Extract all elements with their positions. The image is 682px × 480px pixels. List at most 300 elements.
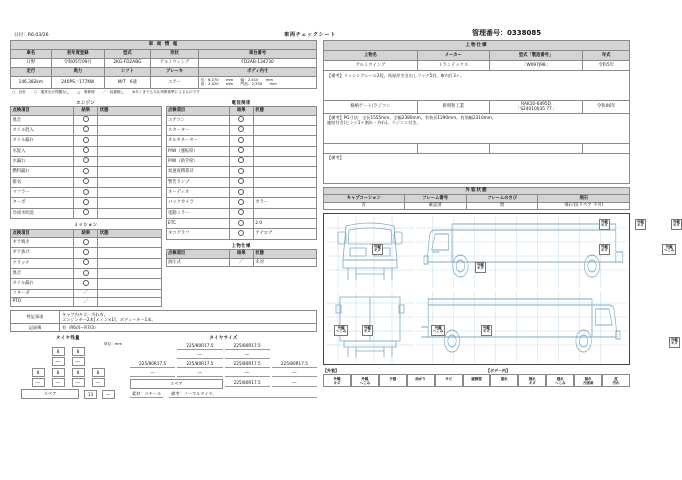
legend-body-label: 【ボデー内】 (485, 368, 510, 374)
tire-residual-cell[interactable]: ― (52, 357, 65, 366)
th-upper-model: 型式「製造番号」 (489, 51, 583, 61)
checklist-item: P/W（運転席） (166, 146, 229, 156)
th-shape: 形状 (150, 50, 198, 59)
checklist-result[interactable]: ／ (229, 258, 253, 266)
tire-size-cell[interactable] (272, 351, 317, 358)
th-result: 結果 (229, 107, 253, 115)
upper-body-maker (417, 143, 489, 153)
vehicle-info-title: 車 両 情 報 (11, 41, 317, 50)
tire-residual-cell[interactable]: 8 (72, 347, 85, 356)
checklist-result[interactable] (74, 125, 98, 135)
tire-size-cell[interactable]: ― (225, 369, 270, 377)
td-power: 240PS／177KW (51, 77, 104, 89)
upper-spec-table (166, 249, 318, 267)
special-notes-label: 特記事項 (11, 310, 60, 324)
checklist-result[interactable] (229, 229, 253, 239)
checklist-result[interactable] (74, 198, 98, 208)
upper-body-name: 格納ゲート/ラジコン (324, 101, 418, 114)
circle-ok-icon (238, 220, 244, 226)
th-upper-name: 上物名 (324, 51, 418, 61)
upper-body-year: 令和5年 (583, 61, 630, 71)
checklist-result[interactable] (74, 238, 98, 248)
tire-residual-cell[interactable]: 8 (32, 368, 45, 377)
checklist-result[interactable] (74, 188, 98, 198)
checklist-row (166, 146, 317, 156)
checklist-item: ギア鳴き (11, 238, 74, 248)
td-model-code: 2KG-FD2ABG (104, 59, 150, 68)
td-brake: エアー (150, 77, 198, 89)
exterior-head (324, 195, 630, 202)
mission-head (11, 229, 162, 237)
tire-residual-cell[interactable]: 8 (72, 368, 85, 377)
checklist-row (11, 156, 162, 166)
checklist-result[interactable] (229, 125, 253, 135)
checklist-item: ギア抜け (11, 248, 74, 258)
checklist-item: 電動ミラー (166, 208, 229, 218)
damage-legend-cell: 割れ キズ (518, 374, 546, 387)
left-side-view-icon (417, 216, 627, 288)
th-brake: ブレーキ (150, 68, 198, 77)
checklist-item: オイル漏れ (11, 279, 74, 289)
tire-size-spare-value-1: ― (272, 379, 317, 387)
damage-tag: 外観 キズ (362, 325, 373, 336)
tire-size-cell[interactable]: ― (130, 369, 175, 377)
checklist-item: オイル漏れ (11, 136, 74, 146)
upper-body-title: 上物仕様 (324, 41, 630, 51)
checklist-state (98, 258, 161, 268)
tire-size-cell[interactable]: 225/80R17.5 (225, 342, 270, 350)
checklist-result[interactable] (229, 167, 253, 177)
diagram-left-side-view (417, 216, 680, 288)
tire-size-cell[interactable]: ― (272, 369, 317, 377)
damage-legend-cell: 割れ へこみ (546, 374, 574, 387)
checklist-state (98, 208, 161, 218)
tire-spare-row (10, 389, 126, 399)
tire-size-row (130, 351, 317, 359)
tire-residual-block (10, 335, 126, 399)
damage-legend-cells (323, 374, 630, 387)
vehicle-info-table (10, 40, 317, 89)
th-body-dimensions: ボディ内寸 (199, 68, 317, 77)
checklist-row (11, 188, 162, 198)
diagram-rear-view (326, 291, 414, 363)
damage-tag: 外観 キズ (671, 219, 682, 230)
th-power: 馬力 (51, 68, 104, 77)
td-frame-rust: 無 (466, 202, 538, 209)
checklist-state (253, 146, 316, 156)
checklist-row (11, 146, 162, 156)
special-note-line-1: エンジンキー2本[メイン×1]、ボディーキー1本。 (62, 316, 156, 322)
checklist-state (98, 238, 161, 248)
checklist-state: カラー (253, 198, 316, 208)
upper-body-row (324, 101, 630, 114)
checklist-item: 油圧式 (166, 258, 229, 266)
mission-block-title: ミッション (73, 223, 98, 229)
circle-ok-icon (238, 189, 244, 195)
right-column (323, 40, 680, 399)
checklist-state: 2.0 (253, 219, 316, 229)
circle-ok-icon (83, 168, 89, 174)
circle-ok-icon (83, 209, 89, 215)
tire-size-cell[interactable] (130, 351, 175, 358)
checklist-row (11, 238, 162, 248)
damage-legend-cell: 割れ 方画面 (574, 374, 602, 387)
upper-body-note-row (324, 153, 630, 183)
damage-tag: 外観 へこみ (334, 325, 348, 336)
checklist-state (98, 188, 161, 198)
circle-ok-icon (238, 116, 244, 122)
th-frame-no: フレーム番号 (404, 195, 466, 202)
checklist-state (253, 156, 316, 166)
engine-table (10, 106, 162, 219)
electrical-block-title: 電装関係 (231, 100, 251, 106)
checklist-row (166, 136, 317, 146)
checklist-item: 排気 (11, 177, 74, 187)
th-result: 結果 (74, 229, 98, 237)
checklist-state (253, 136, 316, 146)
tire-section (10, 335, 317, 399)
th-state: 状態 (98, 107, 161, 115)
tire-residual-row (10, 378, 126, 387)
damage-tag: 外観 キズ (475, 262, 486, 273)
sheet-date: 日付：R6.03/26 (14, 33, 49, 38)
tire-material-row (130, 391, 317, 398)
tire-size-cell[interactable]: 225/80R17.5 (177, 342, 222, 350)
electrical-table (166, 106, 318, 240)
checklist-row (11, 279, 162, 289)
upper-body-note: 【備考】 (324, 153, 630, 183)
checklist-item: マフラー (11, 188, 74, 198)
checklist-result[interactable] (74, 248, 98, 258)
damage-legend-cell: 割れ (490, 374, 518, 387)
damage-legend-cell: 曲がり (407, 374, 435, 387)
diagram-front-view (326, 216, 414, 288)
tire-residual-row (10, 347, 126, 356)
legend-exterior-label: 【外装】 (323, 368, 339, 374)
checklist-result[interactable] (74, 269, 98, 279)
checklist-row (11, 298, 162, 306)
checklist-result[interactable] (229, 219, 253, 229)
checklist-state (253, 208, 316, 218)
tire-size-grid (130, 342, 317, 377)
electrical-rows (166, 115, 317, 239)
th-upper-maker: メーカー (417, 51, 489, 61)
checklist-item: ETC (166, 219, 229, 229)
checklist-item: 加速度積算計 (166, 167, 229, 177)
record-book-value: 有（R6/4～R7/3） (60, 324, 317, 332)
tire-size-spare-row (130, 379, 317, 389)
checklist-state (98, 248, 161, 258)
checklist-result[interactable] (74, 177, 98, 187)
upper-body-rows (324, 61, 630, 184)
damage-legend-cell: 予割 (379, 374, 407, 387)
tire-size-cell[interactable] (130, 342, 175, 349)
checklist-result[interactable] (74, 115, 98, 125)
checklist-item: 異音 (11, 115, 74, 125)
tire-residual-cell[interactable]: ― (32, 378, 45, 387)
checklist-result[interactable] (229, 136, 253, 146)
tire-size-spare-value-0: 225/80R17.5 (225, 379, 270, 387)
engine-block-title: エンジン (76, 100, 96, 106)
vehicle-info-row-1 (11, 59, 317, 68)
legend-item-4: ※あくまでも当社判断基準によるものです (132, 89, 200, 94)
damage-tag: 外観 キズ (372, 244, 383, 255)
upper-body-note-row (324, 71, 630, 101)
td-name: 日野 (11, 59, 52, 68)
checklist-item: オルタネーター (166, 136, 229, 146)
checklist-row (166, 198, 317, 208)
checklist-result[interactable] (74, 156, 98, 166)
th-item: 点検項目 (11, 229, 74, 237)
tire-residual-cell[interactable]: 8 (52, 347, 65, 356)
circle-ok-icon (83, 116, 89, 122)
tire-size-cell[interactable] (272, 342, 317, 349)
tire-size-cell[interactable]: ― (225, 351, 270, 359)
checklist-row (166, 219, 317, 229)
checklist-row (166, 115, 317, 125)
td-frame-no: 確認済 (404, 202, 466, 209)
th-first-reg: 初年度登録 (51, 50, 104, 59)
checklist-result[interactable] (229, 115, 253, 125)
checklist-result[interactable] (74, 167, 98, 177)
tire-residual-row (10, 368, 126, 377)
checklist-item: PTO (11, 298, 74, 306)
exterior-state-table (323, 187, 630, 210)
tire-residual-cell[interactable]: 8 (92, 368, 105, 377)
circle-ok-icon (83, 199, 89, 205)
upper-body-name (324, 143, 418, 153)
checklist-item: スターター (166, 125, 229, 135)
tire-size-cell[interactable]: 225/80R17.5 (225, 360, 270, 368)
checklist-state (98, 146, 161, 156)
tire-size-cell[interactable]: ― (177, 351, 222, 359)
checklist-state (98, 177, 161, 187)
circle-ok-icon (238, 137, 244, 143)
upper-body-row (324, 143, 630, 153)
tire-residual-cell[interactable]: ― (92, 378, 105, 387)
checklist-item: バックカメラ (166, 198, 229, 208)
th-cab-caution: キャブコーション (324, 195, 405, 202)
checklist-state (98, 156, 161, 166)
circle-ok-icon (83, 270, 89, 276)
body-dim-line-1: 長：6,270 mm 幅：2,410 mm (200, 77, 273, 82)
checklist-result[interactable] (229, 188, 253, 198)
damage-legend-cell: 外観 へこみ (351, 374, 379, 387)
upper-spec-head (166, 250, 317, 258)
checklist-state (98, 279, 161, 289)
electrical-head (166, 107, 317, 115)
checklist-result[interactable] (74, 208, 98, 218)
checklist-item: リターダ (11, 289, 74, 297)
tire-residual-cell[interactable]: 8 (52, 368, 65, 377)
checklist-state: アナログ (253, 229, 316, 239)
circle-ok-icon (238, 209, 244, 215)
th-name: 車名 (11, 50, 52, 59)
upper-body-year: 令和06年 (583, 101, 630, 114)
checklist-column-right (166, 100, 318, 307)
checklist-state (98, 167, 161, 177)
checklist-state (253, 188, 316, 198)
checklist-row (166, 188, 317, 198)
tire-size-row (130, 360, 317, 368)
tire-size-cell[interactable]: 225/80R17.5 (177, 360, 222, 368)
upper-body-year (583, 143, 630, 153)
checklist-state (98, 269, 161, 279)
checklist-row (11, 125, 162, 135)
upper-body-maker: トランテックス (417, 61, 489, 71)
management-number: 管理番号：0338085 (472, 29, 542, 37)
circle-ok-icon (83, 126, 89, 132)
th-frame-rust: フレームのさび (466, 195, 538, 202)
checklist-row (166, 208, 317, 218)
checklist-result[interactable]: ／ (74, 289, 98, 297)
result-symbol-legend (10, 89, 317, 97)
checklist-result[interactable] (229, 156, 253, 166)
tire-spare-label: スペア (21, 389, 79, 399)
checklist-row (166, 177, 317, 187)
exterior-values (324, 202, 630, 209)
th-model-code: 型式 (104, 50, 150, 59)
td-shift: M/T 6速 (104, 77, 150, 89)
upper-body-note: 【備考】PG寸法：全長1555mm。全幅2380mm。有効長1290mm。有効幅2310mm。 連結付き(ヒンジ1ヶ割れ・外れ)。ラジコン付き。 (324, 113, 630, 143)
checklist-result[interactable] (229, 208, 253, 218)
tire-remark: 備考：ノーマルタイヤ。 (169, 391, 317, 398)
upper-body-maker: 新明和工業 (417, 101, 489, 114)
upper-body-table (323, 40, 630, 184)
checklist-state (98, 289, 161, 297)
checklist-state (98, 136, 161, 146)
exterior-title: 外装状態 (324, 187, 630, 195)
damage-tag: 外観 へこみ (431, 325, 445, 336)
checklist-row (11, 208, 162, 218)
td-stone-chip: 飛石有(リペア 不可) (538, 202, 630, 209)
circle-ok-icon (238, 157, 244, 163)
checklist-row (166, 258, 317, 266)
circle-ok-icon (83, 239, 89, 245)
body-dim-line-2: 高：2,420 mm 門高：2,330 mm (200, 82, 277, 87)
checklist-result[interactable] (229, 146, 253, 156)
vehicle-info-head-2 (11, 68, 317, 77)
checklist-state: 未対 (253, 258, 316, 266)
tire-size-cell[interactable]: 225/80R17.5 (272, 360, 317, 368)
circle-ok-icon (83, 259, 89, 265)
tire-size-spare-label: スペア (130, 379, 223, 389)
tire-size-block (130, 335, 317, 399)
record-book-row (11, 324, 317, 332)
td-first-reg: 令和05年09月 (51, 59, 104, 68)
checklist-result[interactable] (74, 258, 98, 268)
checklist-result[interactable]: ／ (74, 298, 98, 306)
legend-item-3: ／：装備無し (102, 89, 125, 94)
tire-residual-cell[interactable]: ― (52, 378, 65, 387)
damage-legend-cell: 外観 キズ (323, 374, 351, 387)
sheet-columns (0, 40, 680, 399)
circle-ok-icon (238, 230, 244, 236)
checklist-result[interactable] (74, 146, 98, 156)
th-mileage: 走行 (11, 68, 52, 77)
checklist-row (166, 229, 317, 239)
checklist-state (98, 298, 161, 306)
front-view-icon (326, 216, 414, 288)
checklist-result[interactable] (74, 279, 98, 289)
circle-ok-icon (238, 178, 244, 184)
tire-residual-cell[interactable]: ― (72, 378, 85, 387)
tire-size-cell[interactable]: ― (177, 369, 222, 377)
tire-unit-note: 単位：mm (103, 341, 122, 346)
upper-body-head (324, 51, 630, 61)
checklist-row (11, 177, 162, 187)
th-item: 点検項目 (166, 250, 229, 258)
th-chassis-no: 車台番号 (199, 50, 317, 59)
checklist-item: 警告ランプ (166, 177, 229, 187)
checklist-row (166, 167, 317, 177)
tire-residual-title: タイヤ残量 (56, 336, 80, 342)
td-mileage: 146,382km (11, 77, 52, 89)
record-book-label: 記録簿 (11, 324, 60, 332)
vehicle-info-row-2 (11, 77, 317, 89)
checklist-state (253, 125, 316, 135)
checklist-row (166, 125, 317, 135)
circle-ok-icon (83, 137, 89, 143)
special-notes-value (60, 310, 317, 324)
circle-ok-icon (238, 199, 244, 205)
tire-residual-grid (10, 347, 126, 388)
damage-tag: 外観 キズ (481, 325, 492, 336)
checklist-item: 冷却水吹返 (11, 208, 74, 218)
checklist-item: ターボ (11, 198, 74, 208)
damage-legend-cell: 度 汚れ (602, 374, 630, 387)
checklist-row (11, 248, 162, 258)
tire-size-cell[interactable]: 225/80R17.5 (130, 360, 175, 368)
circle-ok-icon (83, 249, 89, 255)
damage-legend-cell: 腐蝕箇 (463, 374, 491, 387)
tire-residual-cell[interactable]: ― (72, 357, 85, 366)
damage-tag: 外観 キズ (669, 337, 680, 348)
td-cab-caution: 有 (324, 202, 405, 209)
td-body-dimensions (199, 77, 317, 89)
checklist-state (98, 125, 161, 135)
checklist-row (11, 258, 162, 268)
upper-spec-rows (166, 258, 317, 266)
checklist-item: 燃料漏れ (11, 167, 74, 177)
upper-body-model: 「W097J98」 (489, 61, 583, 71)
checklist-column-left (10, 100, 162, 307)
special-notes-row (11, 310, 317, 324)
checklist-result[interactable] (229, 177, 253, 187)
tire-spare-value-1: ― (102, 390, 115, 399)
checklist-state (253, 115, 316, 125)
checklist-result[interactable] (74, 136, 98, 146)
damage-tag: 外観 キズ (635, 219, 646, 230)
checklist-row (11, 269, 162, 279)
td-chassis-no: FD2AB-134730 (199, 59, 317, 68)
th-state: 状態 (253, 250, 316, 258)
checklist-item: タコグラフ (166, 229, 229, 239)
tire-residual-row (10, 357, 126, 366)
mission-rows (11, 238, 162, 307)
engine-rows (11, 115, 162, 219)
checklist-row (166, 156, 317, 166)
special-note-line-0: キャブ内キズ・汚れ有。 (62, 311, 108, 317)
checklist-result[interactable] (229, 198, 253, 208)
left-column (10, 40, 317, 399)
checklist-item: オイル混入 (11, 125, 74, 135)
damage-tag: 外観 へこみ (662, 244, 676, 255)
circle-ok-icon (83, 189, 89, 195)
sheet-header (0, 0, 640, 40)
th-result: 結果 (229, 250, 253, 258)
tire-material: 素材：スチール (132, 390, 162, 396)
